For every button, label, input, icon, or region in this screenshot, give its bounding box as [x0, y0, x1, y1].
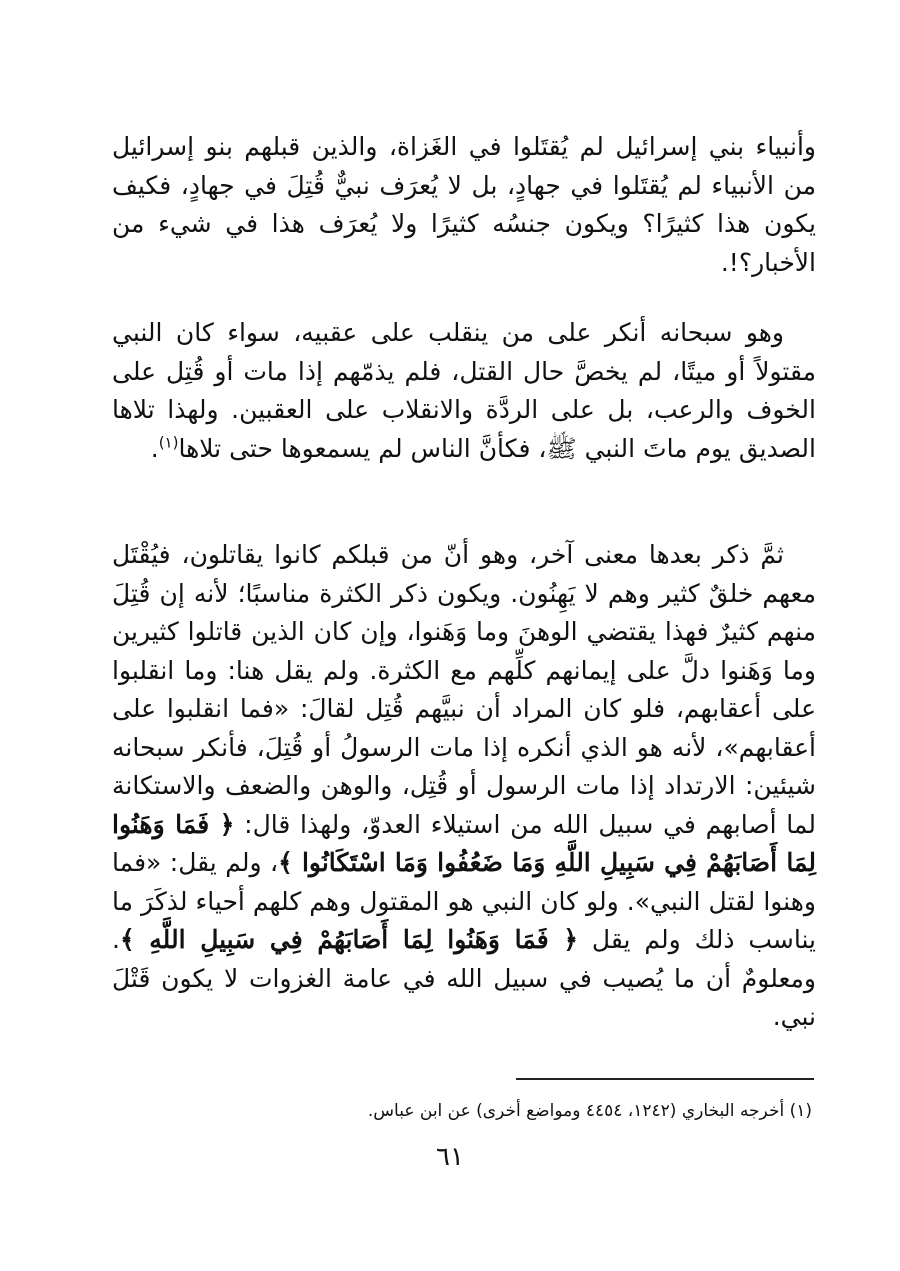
footnote-reference[interactable]: (١) [158, 433, 179, 452]
paragraph-2-end: . [150, 433, 159, 463]
footnote: (١) أخرجه البخاري (١٢٤٢، ٤٤٥٤ ومواضع أخرى) عن ابن عباس. [367, 1101, 812, 1121]
paragraph-3-part-1: ثمَّ ذكر بعدها معنى آخر، وهو أنّ من قبلكم كانوا يقاتلون، فيُقْتَل معهم خلقٌ كثير وهم لا يَهِنُون. ويكون ذكر الكثرة مناسبًا؛ لأنه إن قُتِلَ منهم كثيرٌ فهذا يقتضي الوهنَ وما وَهَنوا، وإن كان الذين قاتلوا كثيرين وما وَهَنوا دلَّ على إيمانهم كلِّهم مع الكثرة. ولم يقل هنا: وما انقلبوا على أعقابهم، فلو كان المراد أن نبيَّهم قُتِل لقالَ: «فما انقلبوا على أعقابهم»، لأنه هو الذي أنكره إذا مات الرسولُ أو قُتِلَ، فأنكر سبحانه شيئين: الارتداد إذا مات الرسول أو قُتِل، والوهن والضعف والاستكانة لما أصابهم في سبيل الله من استيلاء العدوّ، ولهذا قال: [112, 540, 816, 839]
footnote-divider [516, 1078, 814, 1080]
paragraph-1 [112, 128, 816, 282]
page-number: ٦١ [436, 1142, 464, 1172]
paragraph-3-text [112, 536, 816, 1037]
paragraph-3-part-2: ، ولم يقل: «فما وهنوا لقتل النبي». ولو كان النبي هو المقتول وهم كلهم أحياء لذكَرَ ما يناسب ذلك ولم يقل [112, 848, 816, 954]
paragraph-2 [112, 314, 816, 468]
paragraph-2-text [112, 314, 816, 468]
paragraph-3-part-3: . ومعلومٌ أن ما يُصيب في سبيل الله في عامة الغزوات لا يكون قَتْلَ نبي. [112, 925, 816, 1031]
paragraph-2-body: وهو سبحانه أنكر على من ينقلب على عقبيه، سواء كان النبي مقتولاً أو ميتًا، لم يخصَّ حال القتل، فلم يذمّهم إذا مات أو قُتِل على الخوف والرعب، بل على الردَّة والانقلاب على العقبين. ولهذا تلاها الصديق يوم ماتَ النبي ﷺ، فكأنَّ الناس لم يسمعوها حتى تلاها [112, 318, 816, 463]
quran-verse-2: ﴿ فَمَا وَهَنُوا لِمَا أَصَابَهُمْ فِي سَبِيلِ اللَّهِ ﴾ [119, 925, 578, 954]
quran-verse-1: ﴿ فَمَا وَهَنُوا لِمَا أَصَابَهُمْ فِي سَبِيلِ اللَّهِ وَمَا ضَعُفُوا وَمَا اسْتَكَانُوا ﴾ [112, 809, 817, 877]
paragraph-3 [112, 536, 816, 1037]
paragraph-1-text: وأنبياء بني إسرائيل لم يُقتَلوا في الغَزاة، والذين قبلهم بنو إسرائيل من الأنبياء لم يُقتَلوا في جهادٍ، بل لا يُعرَف نبيٌّ قُتِلَ في جهادٍ، فكيف يكون هذا كثيرًا؟ ويكون جنسُه كثيرًا ولا يُعرَف هذا في شيء من الأخبار؟!. [112, 132, 816, 277]
